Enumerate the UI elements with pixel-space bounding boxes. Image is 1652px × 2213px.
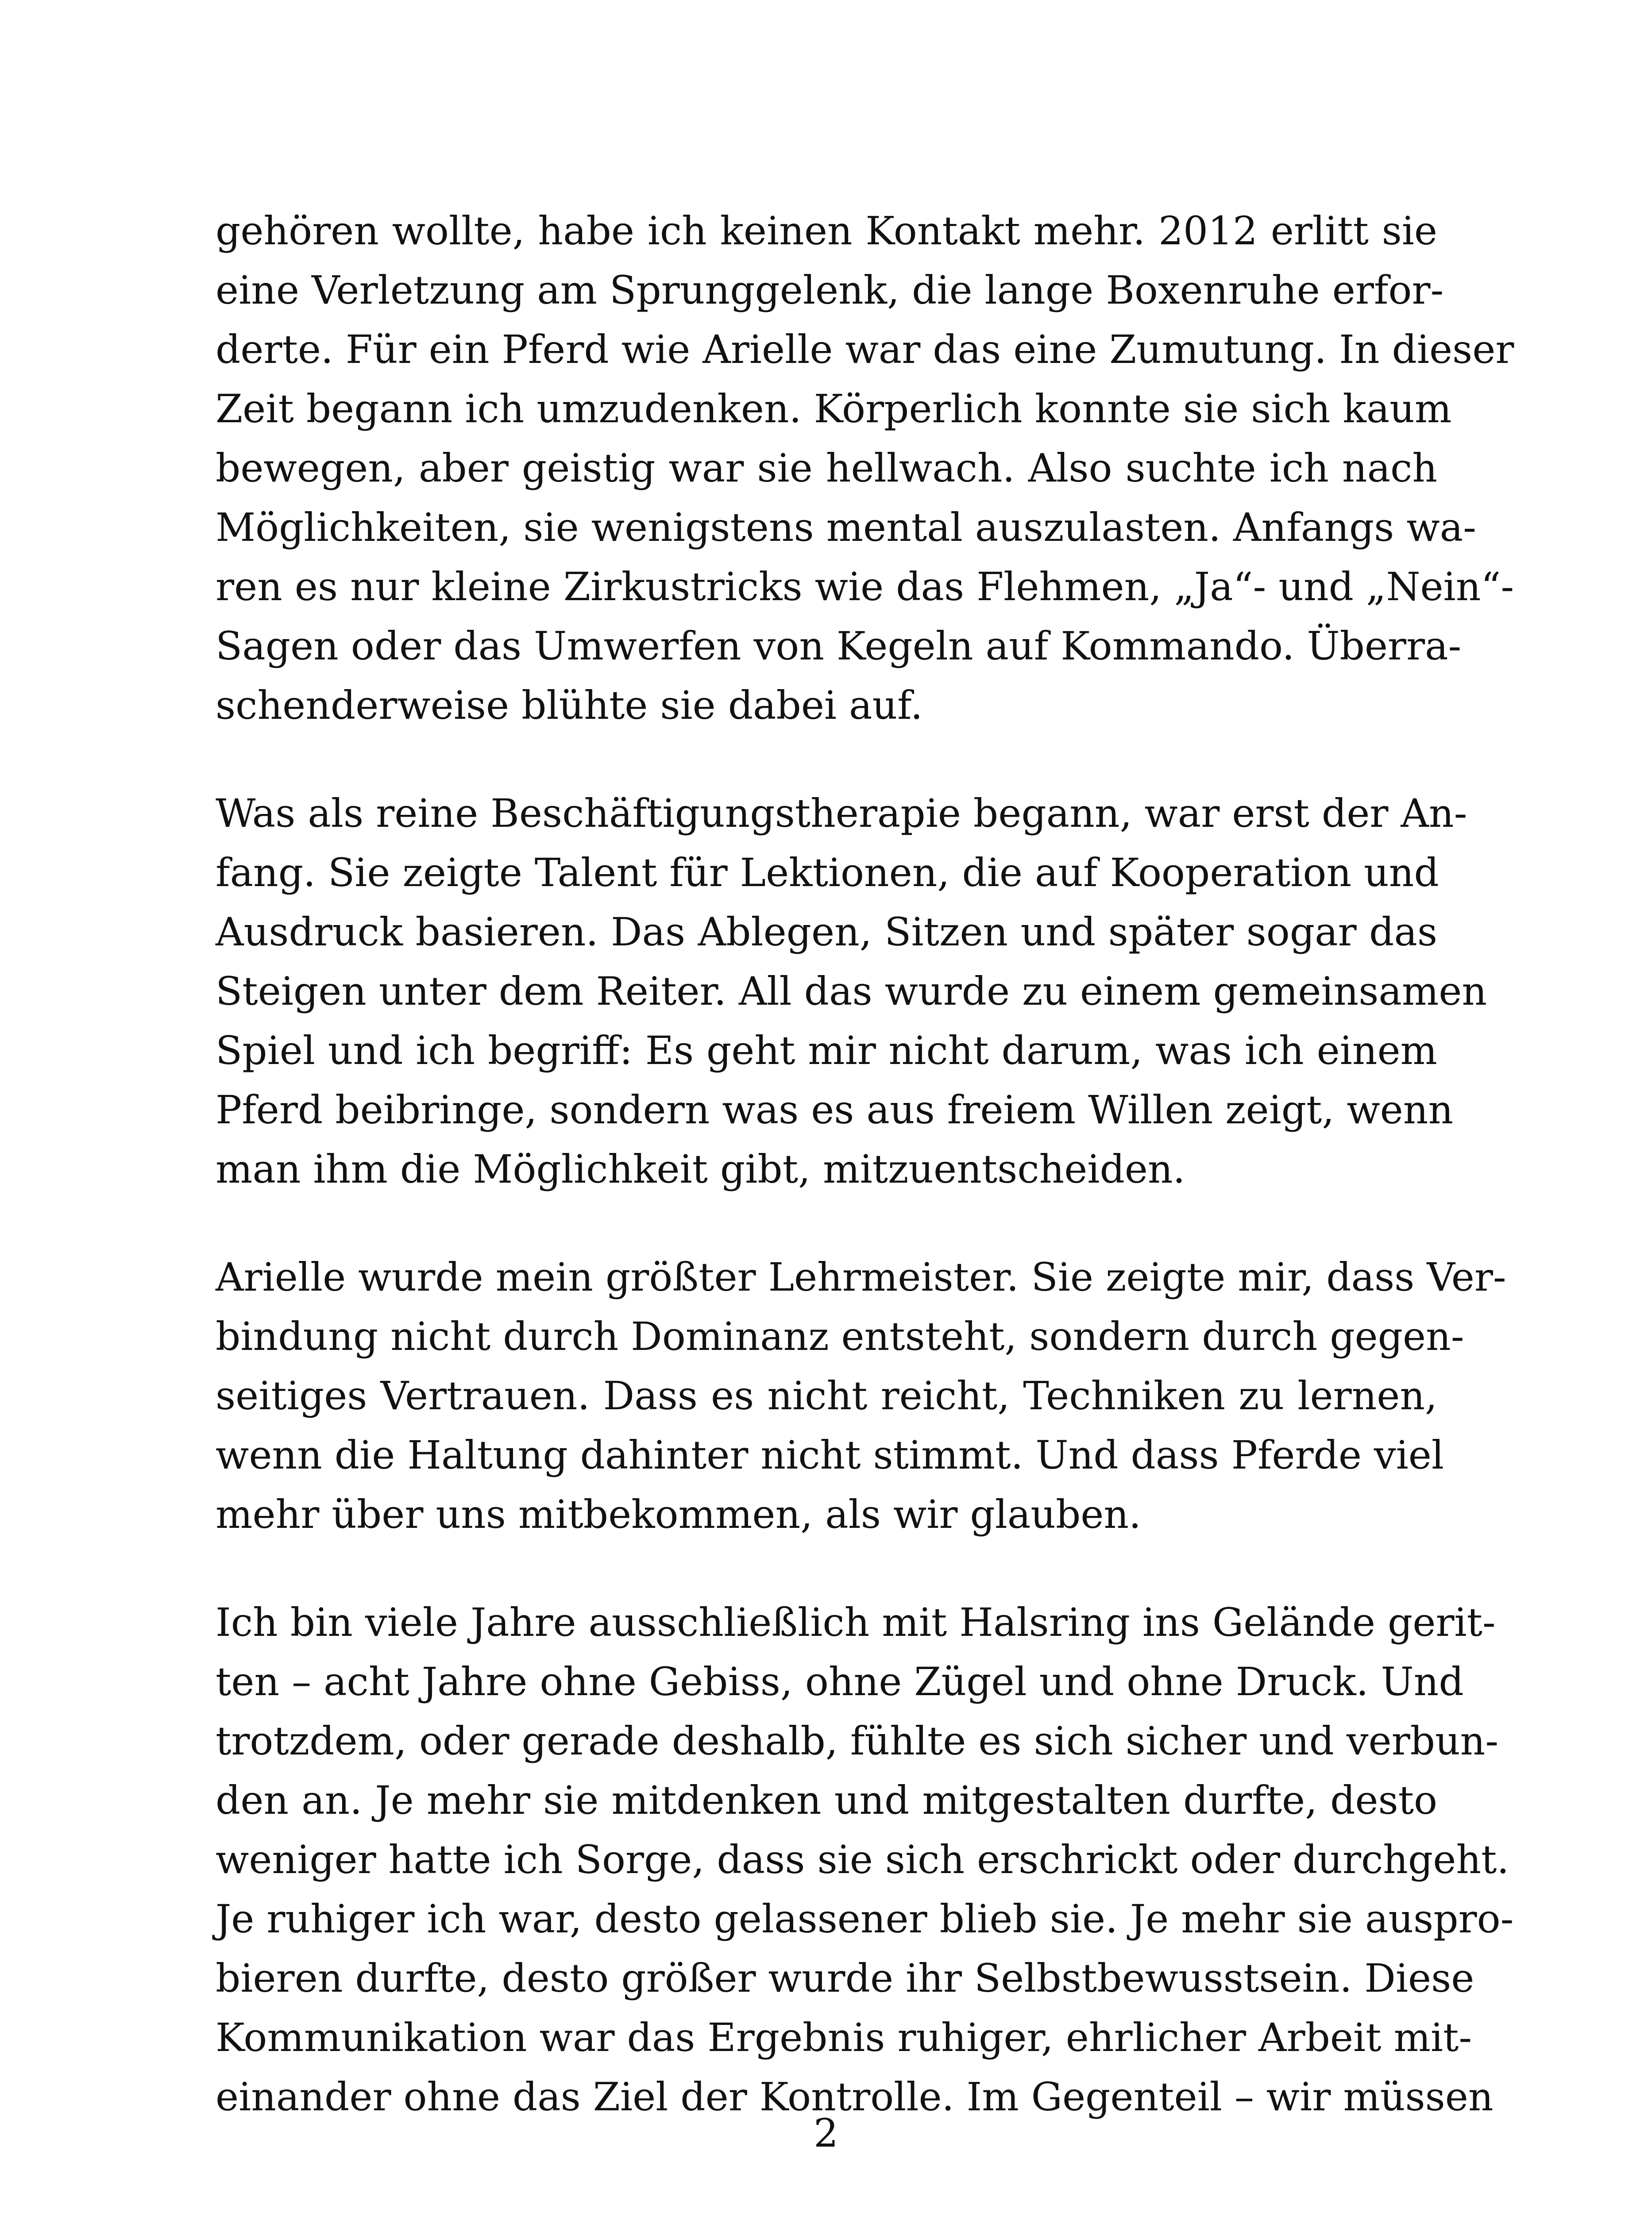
text-line: gehören wollte, habe ich keinen Kontakt mehr. 2012 erlitt sie (216, 208, 1437, 254)
paragraph-2 (216, 784, 1487, 1199)
text-line: bewegen, aber geistig war sie hellwach. Also suchte ich nach (216, 445, 1437, 491)
text-line: eine Verletzung am Sprunggelenk, die lange Boxenruhe erfor- (216, 267, 1444, 313)
text-line: Steigen unter dem Reiter. All das wurde zu einem gemeinsamen (216, 968, 1487, 1014)
text-line: seitiges Vertrauen. Dass es nicht reicht, Techniken zu lernen, (216, 1373, 1437, 1419)
text-line: wenn die Haltung dahinter nicht stimmt. Und dass Pferde viel (216, 1432, 1444, 1478)
paragraph-1 (216, 201, 1514, 735)
text-line: Was als reine Beschäftigungstherapie begann, war erst der An- (216, 790, 1467, 836)
text-line: Je ruhiger ich war, desto gelassener blieb sie. Je mehr sie auspro- (216, 1896, 1514, 1942)
text-line: mehr über uns mitbekommen, als wir glauben. (216, 1492, 1142, 1537)
text-line: den an. Je mehr sie mitdenken und mitgestalten durfte, desto (216, 1777, 1437, 1823)
text-line: Spiel und ich begriff: Es geht mir nicht darum, was ich einem (216, 1028, 1437, 1073)
text-line: Zeit begann ich umzudenken. Körperlich konnte sie sich kaum (216, 386, 1452, 432)
paragraph-4 (216, 1593, 1514, 2127)
text-line: Kommunikation war das Ergebnis ruhiger, ehrlicher Arbeit mit- (216, 2015, 1472, 2060)
text-line: einander ohne das Ziel der Kontrolle. Im Gegenteil – wir müssen (216, 2074, 1494, 2120)
text-line: weniger hatte ich Sorge, dass sie sich erschrickt oder durchgeht. (216, 1837, 1509, 1882)
text-line: schenderweise blühte sie dabei auf. (216, 682, 923, 728)
text-line: Pferd beibringe, sondern was es aus freiem Willen zeigt, wenn (216, 1087, 1454, 1133)
text-line: bieren durfte, desto größer wurde ihr Selbstbewusstsein. Diese (216, 1955, 1474, 2001)
text-line: man ihm die Möglichkeit gibt, mitzuentscheiden. (216, 1146, 1185, 1192)
text-line: Möglichkeiten, sie wenigstens mental auszulasten. Anfangs wa- (216, 505, 1476, 550)
text-line: ten – acht Jahre ohne Gebiss, ohne Zügel und ohne Druck. Und (216, 1659, 1464, 1704)
text-line: Ausdruck basieren. Das Ablegen, Sitzen und später sogar das (216, 909, 1437, 955)
text-line: Ich bin viele Jahre ausschließlich mit Halsring ins Gelände gerit- (216, 1600, 1496, 1645)
text-line: fang. Sie zeigte Talent für Lektionen, die auf Kooperation und (216, 850, 1439, 895)
paragraph-3 (216, 1248, 1506, 1544)
text-line: Arielle wurde mein größter Lehrmeister. Sie zeigte mir, dass Ver- (216, 1254, 1506, 1300)
text-line: bindung nicht durch Dominanz entsteht, sondern durch gegen- (216, 1314, 1464, 1359)
text-line: ren es nur kleine Zirkustricks wie das Flehmen, „Ja“- und „Nein“- (216, 564, 1514, 609)
body-text (216, 201, 1514, 2127)
page-number: 2 (814, 2110, 838, 2156)
text-line: trotzdem, oder gerade deshalb, fühlte es sich sicher und verbun- (216, 1718, 1499, 1764)
text-line: Sagen oder das Umwerfen von Kegeln auf Kommando. Überra- (216, 623, 1462, 669)
text-line: derte. Für ein Pferd wie Arielle war das eine Zumutung. In dieser (216, 327, 1514, 372)
